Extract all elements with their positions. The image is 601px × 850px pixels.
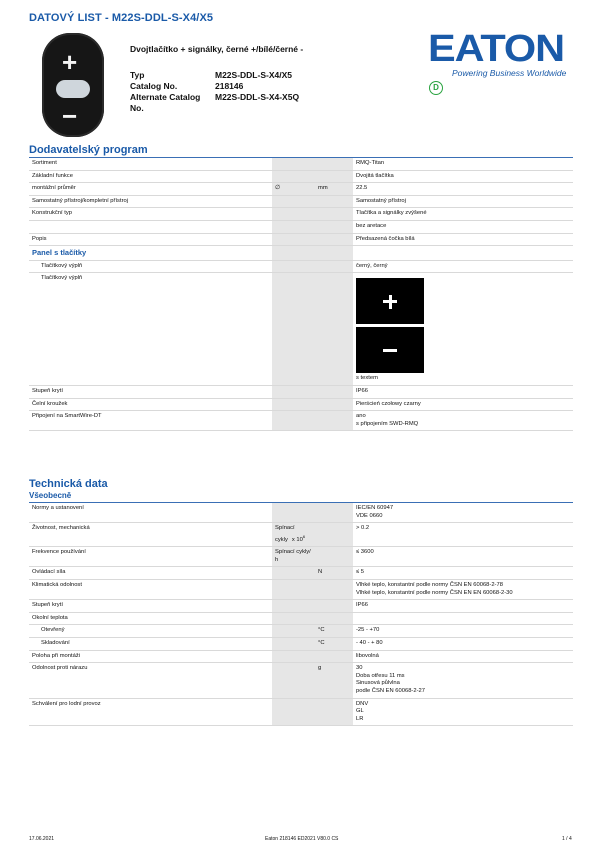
row-symbol	[272, 195, 315, 208]
row-value: Tlačítka a signálky zvýšené	[353, 208, 573, 221]
table-row	[29, 398, 573, 411]
row-value-line: Doba otřesu 11 ms	[356, 672, 405, 679]
meta-value-type: M22S-DDL-S-X4/X5	[215, 70, 292, 80]
row-value-line: VDE 0660	[356, 512, 383, 519]
row-label: Ovládací síla	[29, 567, 272, 580]
row-symbol	[272, 158, 315, 170]
row-value	[353, 625, 573, 638]
table-row	[29, 260, 573, 273]
table-row	[29, 385, 573, 398]
table-row	[29, 625, 573, 638]
row-value-line: -25 - +70	[356, 627, 380, 634]
section-subtitle-general: Všeobecně	[29, 491, 72, 500]
row-symbol	[272, 170, 315, 183]
tech-table	[29, 503, 573, 726]
row-unit: N	[315, 567, 353, 580]
product-image	[42, 33, 104, 137]
row-value-line: ≤ 3600	[356, 549, 374, 556]
row-value-line	[356, 615, 570, 623]
row-label: Připojení na SmartWire-DT	[29, 411, 272, 431]
row-unit	[315, 170, 353, 183]
plus-symbol: +	[62, 47, 78, 77]
row-label: Životnost, mechanická	[29, 523, 272, 547]
table-row	[29, 698, 573, 726]
row-unit	[315, 523, 353, 547]
row-label: Okolní teplota	[29, 612, 272, 625]
row-value-line: IP66	[356, 602, 368, 609]
row-symbol-exponent: 6	[302, 533, 306, 539]
table-row	[29, 612, 573, 625]
eaton-logo-text: EATON	[428, 30, 564, 66]
row-value	[353, 567, 573, 580]
row-unit	[315, 503, 353, 523]
row-label: Samostatný přístroj/kompletní přístroj	[29, 195, 272, 208]
row-unit	[315, 580, 353, 600]
table-row	[29, 195, 573, 208]
row-symbol	[272, 650, 315, 663]
table-row	[29, 170, 573, 183]
row-value	[353, 547, 573, 567]
row-value-line: 30	[356, 665, 363, 672]
section-title-tech: Technická data	[29, 478, 108, 490]
minus-symbol-icon	[356, 327, 424, 373]
row-label: Otevřený	[29, 625, 272, 638]
row-value	[353, 503, 573, 523]
table-row	[29, 600, 573, 613]
table-row	[29, 580, 573, 600]
row-value: 22.5	[353, 183, 573, 196]
row-label: Poloha při montáži	[29, 650, 272, 663]
section-title-program: Dodavatelský program	[29, 144, 148, 156]
row-unit	[315, 698, 353, 726]
row-value	[353, 612, 573, 625]
table-row	[29, 220, 573, 233]
row-unit	[315, 612, 353, 625]
table-row	[29, 567, 573, 580]
row-value	[353, 580, 573, 600]
group-title-panel: Panel s tlačítky	[29, 246, 272, 261]
row-symbol	[272, 612, 315, 625]
row-label: Tlačítkový výplň	[29, 260, 272, 273]
row-symbol-multiplier: x 10	[291, 536, 303, 543]
tagline: Powering Business Worldwide	[452, 68, 567, 78]
row-unit	[315, 195, 353, 208]
table-row	[29, 233, 573, 246]
row-value	[353, 638, 573, 651]
row-symbol	[272, 625, 315, 638]
row-label: Tlačítkový výplň	[29, 273, 272, 386]
row-value: s textem	[356, 375, 378, 382]
indicator-lens	[56, 80, 90, 98]
meta-value-alt-catalog: M22S-DDL-S-X4-X5Q	[215, 92, 300, 102]
row-label: Normy a ustanovení	[29, 503, 272, 523]
row-label: Odolnost proti nárazu	[29, 663, 272, 698]
meta-key-catalog: Catalog No.	[130, 81, 178, 91]
row-unit: mm	[315, 183, 353, 196]
footer-date: 17.06.2021	[29, 836, 55, 842]
row-symbol	[272, 567, 315, 580]
row-unit	[315, 233, 353, 246]
footer-page-number: 1 / 4	[562, 836, 572, 842]
row-value: Předsazená čočka bílá	[353, 233, 573, 246]
row-unit	[315, 208, 353, 221]
row-unit: °C	[315, 625, 353, 638]
row-symbol	[272, 600, 315, 613]
table-row	[29, 663, 573, 698]
table-row	[29, 273, 573, 386]
table-row	[29, 208, 573, 221]
row-symbol: Spínací cykly/ h	[272, 547, 315, 567]
row-label: Stupeň krytí	[29, 600, 272, 613]
row-symbol	[272, 220, 315, 233]
row-value-line: GL	[356, 708, 364, 715]
table-row	[29, 183, 573, 196]
row-symbol	[272, 503, 315, 523]
row-symbol-text: Spínací cykly	[275, 525, 295, 543]
row-value: bez aretace	[353, 220, 573, 233]
table-row	[29, 411, 573, 431]
row-label	[29, 220, 272, 233]
row-value-line: - 40 - + 80	[356, 640, 383, 647]
row-unit	[315, 220, 353, 233]
minus-symbol: −	[62, 101, 78, 131]
row-label: Schválení pro lodní provoz	[29, 698, 272, 726]
row-label: montážní průměr	[29, 183, 272, 196]
row-unit	[315, 547, 353, 567]
meta-key-alt-catalog: Alternate Catalog No.	[130, 92, 201, 113]
row-value: Samostatný přístroj	[353, 195, 573, 208]
footer-document-id: Eaton 218146 ED2021 V80.0 CS	[265, 836, 339, 842]
row-value: ano	[356, 413, 366, 420]
row-value: Pierścień czołowy czarny	[353, 398, 573, 411]
row-symbol	[272, 638, 315, 651]
program-table	[29, 158, 573, 431]
row-unit: °C	[315, 638, 353, 651]
row-value	[353, 663, 573, 698]
row-symbol	[272, 208, 315, 221]
row-label: Klimatická odolnost	[29, 580, 272, 600]
row-unit	[315, 650, 353, 663]
row-symbol	[272, 663, 315, 698]
row-value: černý, černý	[353, 260, 573, 273]
row-value-line: libovolná	[356, 652, 379, 659]
row-value-line: Vlhké teplo, konstantní podle normy ČSN EN 60068-2-78	[356, 582, 503, 589]
row-value: s připojením SWD-RMQ	[356, 420, 419, 427]
row-value-line: Vlhké teplo, konstantní podle normy ČSN EN EN 60068-2-30	[356, 589, 513, 596]
row-symbol	[272, 523, 315, 547]
row-value-line: > 0.2	[356, 525, 370, 532]
row-value-line: IEC/EN 60947	[356, 505, 394, 511]
row-value	[353, 698, 573, 726]
row-value	[353, 523, 573, 547]
row-symbol	[272, 698, 315, 726]
product-description: Dvojtlačítko + signálky, černé +/bílé/černé -	[130, 44, 304, 54]
row-label: Stupeň krytí	[29, 385, 272, 398]
row-label: Popis	[29, 233, 272, 246]
meta-value-catalog: 218146	[215, 81, 244, 91]
row-value-line: Sinusová půlvlna	[356, 680, 400, 687]
row-symbol	[272, 233, 315, 246]
row-unit	[315, 158, 353, 170]
row-symbol	[272, 580, 315, 600]
row-value	[353, 650, 573, 663]
table-row	[29, 158, 573, 170]
table-row	[29, 638, 573, 651]
diameter-icon: ∅	[272, 183, 315, 196]
plus-symbol-icon	[356, 278, 424, 324]
eaton-logo	[428, 30, 564, 66]
page-title: DATOVÝ LIST - M22S-DDL-S-X4/X5	[29, 12, 214, 24]
meta-key-type: Typ	[130, 70, 145, 80]
row-label: Frekvence používání	[29, 547, 272, 567]
row-label: Sortiment	[29, 158, 272, 170]
row-value-line: ≤ 5	[356, 569, 365, 576]
row-unit: g	[315, 663, 353, 698]
row-value-line: LR	[356, 715, 364, 722]
row-value-line: DNV	[356, 700, 369, 707]
table-row	[29, 650, 573, 663]
row-value	[353, 600, 573, 613]
product-meta	[130, 70, 299, 114]
row-label: Skladování	[29, 638, 272, 651]
green-certification-icon: D	[429, 81, 443, 95]
row-unit	[315, 600, 353, 613]
group-row	[29, 246, 573, 261]
row-label: Základní funkce	[29, 170, 272, 183]
row-value-line: podle ČSN EN 60068-2-27	[356, 688, 425, 695]
row-value: IP66	[353, 385, 573, 398]
table-row	[29, 503, 573, 523]
row-value: RMQ-Titan	[353, 158, 573, 170]
table-row	[29, 547, 573, 567]
table-row	[29, 523, 573, 547]
row-value: Dvojitá tlačítka	[353, 170, 573, 183]
row-label: Konstrukční typ	[29, 208, 272, 221]
row-label: Čelní kroužek	[29, 398, 272, 411]
